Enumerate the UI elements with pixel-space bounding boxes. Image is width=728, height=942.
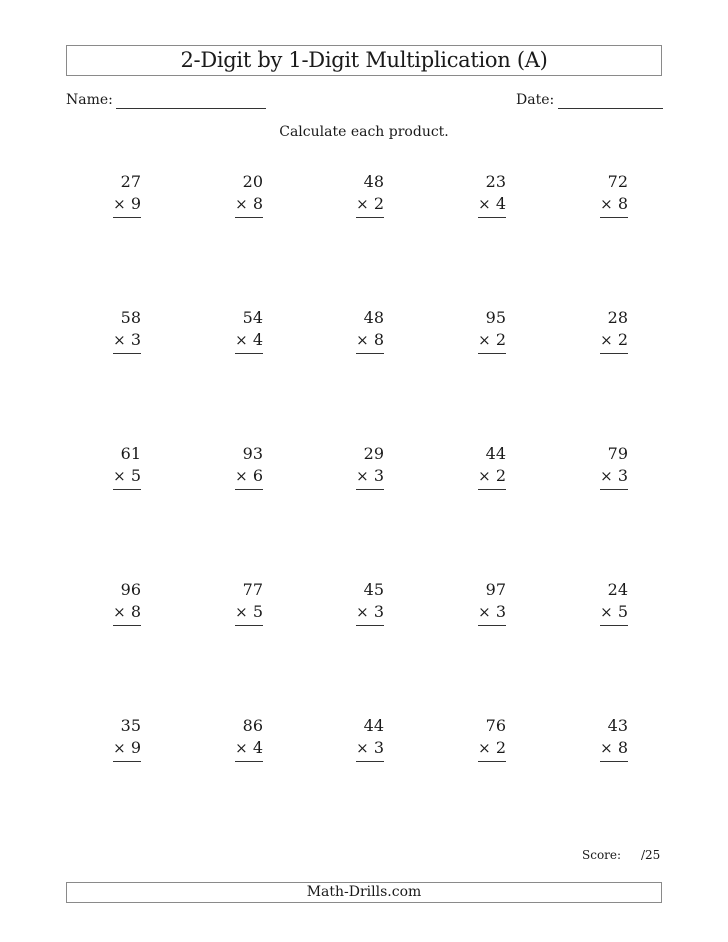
multiplier-line bbox=[356, 193, 384, 218]
multiplicand: 45 bbox=[363, 580, 384, 599]
problem bbox=[203, 443, 263, 490]
multiplier-line bbox=[113, 329, 141, 354]
times-icon: × bbox=[600, 195, 613, 213]
multiplier-line bbox=[600, 193, 628, 218]
multiplicand: 23 bbox=[485, 172, 506, 191]
problem bbox=[568, 171, 628, 218]
multiplier: 2 bbox=[495, 330, 506, 349]
times-icon: × bbox=[478, 331, 491, 349]
times-icon: × bbox=[478, 603, 491, 621]
problem bbox=[446, 171, 506, 218]
multiplier-line bbox=[600, 465, 628, 490]
multiplier: 3 bbox=[373, 738, 384, 757]
multiplicand: 35 bbox=[120, 716, 141, 735]
problem bbox=[324, 171, 384, 218]
times-icon: × bbox=[600, 331, 613, 349]
multiplicand: 79 bbox=[607, 444, 628, 463]
times-icon: × bbox=[113, 467, 126, 485]
multiplier: 3 bbox=[617, 466, 628, 485]
times-icon: × bbox=[600, 739, 613, 757]
problem bbox=[203, 715, 263, 762]
multiplier: 8 bbox=[252, 194, 263, 213]
multiplicand: 77 bbox=[242, 580, 263, 599]
multiplicand: 48 bbox=[363, 172, 384, 191]
multiplicand: 86 bbox=[242, 716, 263, 735]
multiplier: 2 bbox=[495, 466, 506, 485]
multiplier: 4 bbox=[495, 194, 506, 213]
multiplier-line bbox=[478, 465, 506, 490]
multiplier: 2 bbox=[373, 194, 384, 213]
times-icon: × bbox=[600, 467, 613, 485]
multiplier-line bbox=[235, 737, 263, 762]
problem bbox=[203, 579, 263, 626]
times-icon: × bbox=[235, 195, 248, 213]
multiplier-line bbox=[356, 465, 384, 490]
problem bbox=[203, 307, 263, 354]
multiplier: 9 bbox=[130, 738, 141, 757]
problem bbox=[81, 443, 141, 490]
name-field[interactable] bbox=[116, 108, 266, 109]
multiplier-line bbox=[235, 601, 263, 626]
multiplicand: 93 bbox=[242, 444, 263, 463]
problem bbox=[81, 171, 141, 218]
multiplier: 8 bbox=[373, 330, 384, 349]
multiplier: 6 bbox=[252, 466, 263, 485]
problem bbox=[568, 443, 628, 490]
score-label: Score: bbox=[582, 848, 622, 862]
times-icon: × bbox=[235, 739, 248, 757]
times-icon: × bbox=[600, 603, 613, 621]
multiplier: 5 bbox=[252, 602, 263, 621]
multiplier-line bbox=[478, 601, 506, 626]
times-icon: × bbox=[478, 467, 491, 485]
worksheet-title: 2-Digit by 1-Digit Multiplication (A) bbox=[66, 45, 662, 76]
multiplier: 5 bbox=[130, 466, 141, 485]
multiplier-line bbox=[478, 737, 506, 762]
multiplier-line bbox=[356, 329, 384, 354]
footer-site: Math-Drills.com bbox=[66, 882, 662, 903]
multiplier-line bbox=[478, 329, 506, 354]
date-label: Date: bbox=[516, 92, 555, 108]
times-icon: × bbox=[478, 739, 491, 757]
times-icon: × bbox=[356, 331, 369, 349]
multiplicand: 58 bbox=[120, 308, 141, 327]
times-icon: × bbox=[356, 467, 369, 485]
times-icon: × bbox=[356, 195, 369, 213]
multiplicand: 97 bbox=[485, 580, 506, 599]
multiplicand: 61 bbox=[120, 444, 141, 463]
multiplier-line bbox=[235, 329, 263, 354]
problem bbox=[324, 715, 384, 762]
multiplier-line bbox=[356, 601, 384, 626]
multiplier: 4 bbox=[252, 738, 263, 757]
problem bbox=[81, 715, 141, 762]
multiplicand: 29 bbox=[363, 444, 384, 463]
times-icon: × bbox=[235, 603, 248, 621]
problem bbox=[324, 443, 384, 490]
multiplicand: 20 bbox=[242, 172, 263, 191]
multiplier: 8 bbox=[617, 738, 628, 757]
multiplier-line bbox=[113, 601, 141, 626]
problem bbox=[81, 579, 141, 626]
multiplicand: 44 bbox=[485, 444, 506, 463]
name-label: Name: bbox=[66, 92, 113, 108]
multiplier: 2 bbox=[495, 738, 506, 757]
problem bbox=[446, 715, 506, 762]
problem bbox=[446, 579, 506, 626]
times-icon: × bbox=[356, 603, 369, 621]
problem bbox=[324, 307, 384, 354]
multiplier-line bbox=[235, 465, 263, 490]
multiplicand: 43 bbox=[607, 716, 628, 735]
multiplier-line bbox=[600, 737, 628, 762]
times-icon: × bbox=[235, 331, 248, 349]
multiplier-line bbox=[235, 193, 263, 218]
times-icon: × bbox=[113, 739, 126, 757]
problem bbox=[568, 307, 628, 354]
multiplier: 3 bbox=[373, 466, 384, 485]
multiplicand: 44 bbox=[363, 716, 384, 735]
multiplicand: 72 bbox=[607, 172, 628, 191]
multiplier-line bbox=[478, 193, 506, 218]
times-icon: × bbox=[356, 739, 369, 757]
multiplier-line bbox=[600, 601, 628, 626]
times-icon: × bbox=[113, 603, 126, 621]
times-icon: × bbox=[113, 331, 126, 349]
multiplicand: 76 bbox=[485, 716, 506, 735]
instructions: Calculate each product. bbox=[279, 124, 449, 140]
multiplier-line bbox=[113, 193, 141, 218]
multiplier: 8 bbox=[617, 194, 628, 213]
multiplier: 3 bbox=[495, 602, 506, 621]
multiplier: 2 bbox=[617, 330, 628, 349]
date-field[interactable] bbox=[558, 108, 663, 109]
multiplicand: 28 bbox=[607, 308, 628, 327]
times-icon: × bbox=[113, 195, 126, 213]
multiplicand: 95 bbox=[485, 308, 506, 327]
multiplier: 3 bbox=[130, 330, 141, 349]
times-icon: × bbox=[235, 467, 248, 485]
multiplicand: 96 bbox=[120, 580, 141, 599]
multiplier-line bbox=[113, 737, 141, 762]
multiplicand: 54 bbox=[242, 308, 263, 327]
problem bbox=[446, 443, 506, 490]
problem bbox=[446, 307, 506, 354]
multiplier: 8 bbox=[130, 602, 141, 621]
problem bbox=[203, 171, 263, 218]
problem bbox=[568, 579, 628, 626]
problem bbox=[324, 579, 384, 626]
multiplicand: 27 bbox=[120, 172, 141, 191]
times-icon: × bbox=[478, 195, 491, 213]
multiplier-line bbox=[356, 737, 384, 762]
multiplier: 4 bbox=[252, 330, 263, 349]
multiplicand: 24 bbox=[607, 580, 628, 599]
multiplier: 5 bbox=[617, 602, 628, 621]
multiplicand: 48 bbox=[363, 308, 384, 327]
score-total: /25 bbox=[641, 848, 661, 862]
multiplier-line bbox=[600, 329, 628, 354]
multiplier: 3 bbox=[373, 602, 384, 621]
problem bbox=[568, 715, 628, 762]
multiplier: 9 bbox=[130, 194, 141, 213]
multiplier-line bbox=[113, 465, 141, 490]
problem bbox=[81, 307, 141, 354]
